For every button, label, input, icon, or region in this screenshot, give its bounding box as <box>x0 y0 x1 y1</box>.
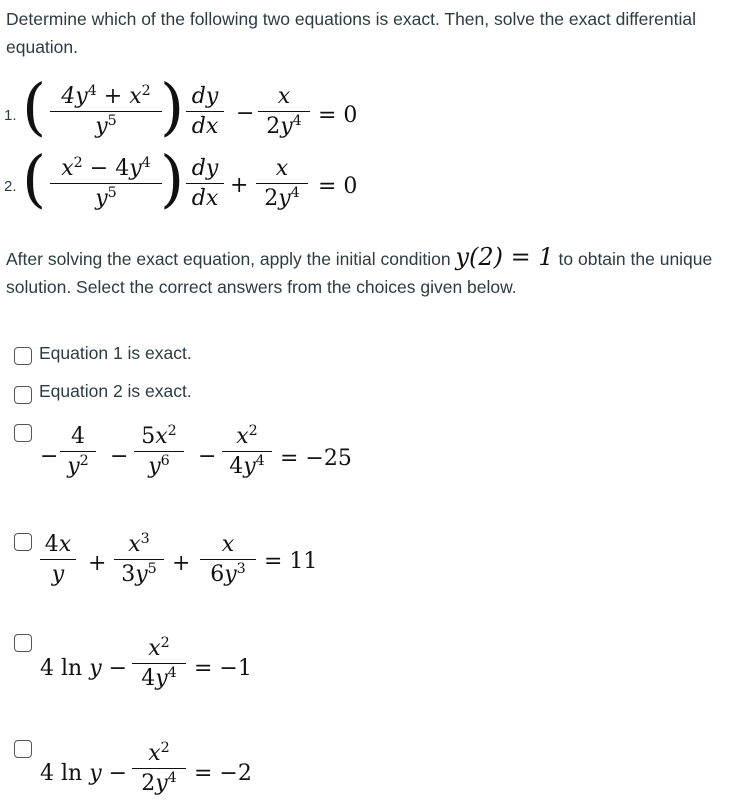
checkbox[interactable] <box>14 424 32 442</box>
checkbox[interactable] <box>14 386 32 404</box>
equation-1-operator: − <box>236 101 255 126</box>
fraction-x-over-6y3: x $6y^3$ <box>200 532 256 587</box>
fraction-x2-over-4y4: $x^2$ $4y^4$ <box>222 424 272 479</box>
equation-1-label: 1. <box>4 107 17 124</box>
fraction-4-over-y2: 4 $y^2$ <box>60 424 96 479</box>
derivative-dy-dx: dy dx <box>186 84 224 139</box>
fraction-coef-1: $4y^4 + x^2$ $y^5$ <box>50 84 162 139</box>
followup-text-1: After solving the exact equation, apply the initial condition <box>6 249 456 269</box>
fraction-x2-over-4y4: $x^2$ $4y^4$ <box>132 636 186 691</box>
four-ln-y: 4 ln y − <box>40 761 128 786</box>
fraction-5x2-over-y6: $5x^2$ $y^6$ <box>134 424 184 479</box>
checkbox[interactable] <box>14 634 32 652</box>
minus-sign: − <box>198 444 217 469</box>
choice-label: Equation 2 is exact. <box>39 381 192 401</box>
plus-sign: + <box>88 551 107 576</box>
checkbox[interactable] <box>14 347 32 365</box>
equation-1-rhs: = 0 <box>318 103 358 128</box>
right-paren: ) <box>160 142 185 215</box>
fraction-x2-over-2y4: $x^2$ $2y^4$ <box>132 741 186 796</box>
choice-rhs: = −2 <box>194 761 252 786</box>
derivative-dy-dx: dy dx <box>186 156 224 211</box>
checkbox[interactable] <box>14 533 32 551</box>
fraction-coef-2: $x^2 - 4y^4$ $y^5$ <box>50 156 162 211</box>
choice-rhs: = −25 <box>280 446 352 471</box>
left-paren: ( <box>22 142 47 215</box>
right-paren: ) <box>160 70 185 143</box>
equation-2-rhs: = 0 <box>318 174 358 199</box>
four-ln-y: 4 ln y − <box>40 656 128 681</box>
question-intro: Determine which of the following two equations is exact. Then, solve the exact differential equation. <box>6 9 697 57</box>
fraction-x-over-2y4: x $2y^4$ <box>256 156 308 211</box>
minus-sign: − <box>110 444 129 469</box>
minus-sign: − <box>40 444 59 469</box>
fraction-x3-over-3y5: $x^3$ $3y^5$ <box>114 532 164 587</box>
equation-2-operator: + <box>230 173 249 198</box>
initial-condition: y(2) = 1 <box>455 243 554 271</box>
choice-label: Equation 1 is exact. <box>39 343 192 363</box>
left-paren: ( <box>22 70 47 143</box>
choice-rhs: = −1 <box>194 656 252 681</box>
choice-rhs: = 11 <box>264 549 318 574</box>
equation-2-label: 2. <box>4 178 17 195</box>
checkbox[interactable] <box>14 740 32 758</box>
fraction-x-over-2y4: x $2y^4$ <box>258 84 310 139</box>
followup-text-2: to obtain the unique solution. Select the correct answers from the choices given below. <box>6 249 713 297</box>
plus-sign: + <box>172 551 191 576</box>
question-followup <box>6 243 731 301</box>
fraction-4x-over-y: 4x y <box>40 532 76 587</box>
